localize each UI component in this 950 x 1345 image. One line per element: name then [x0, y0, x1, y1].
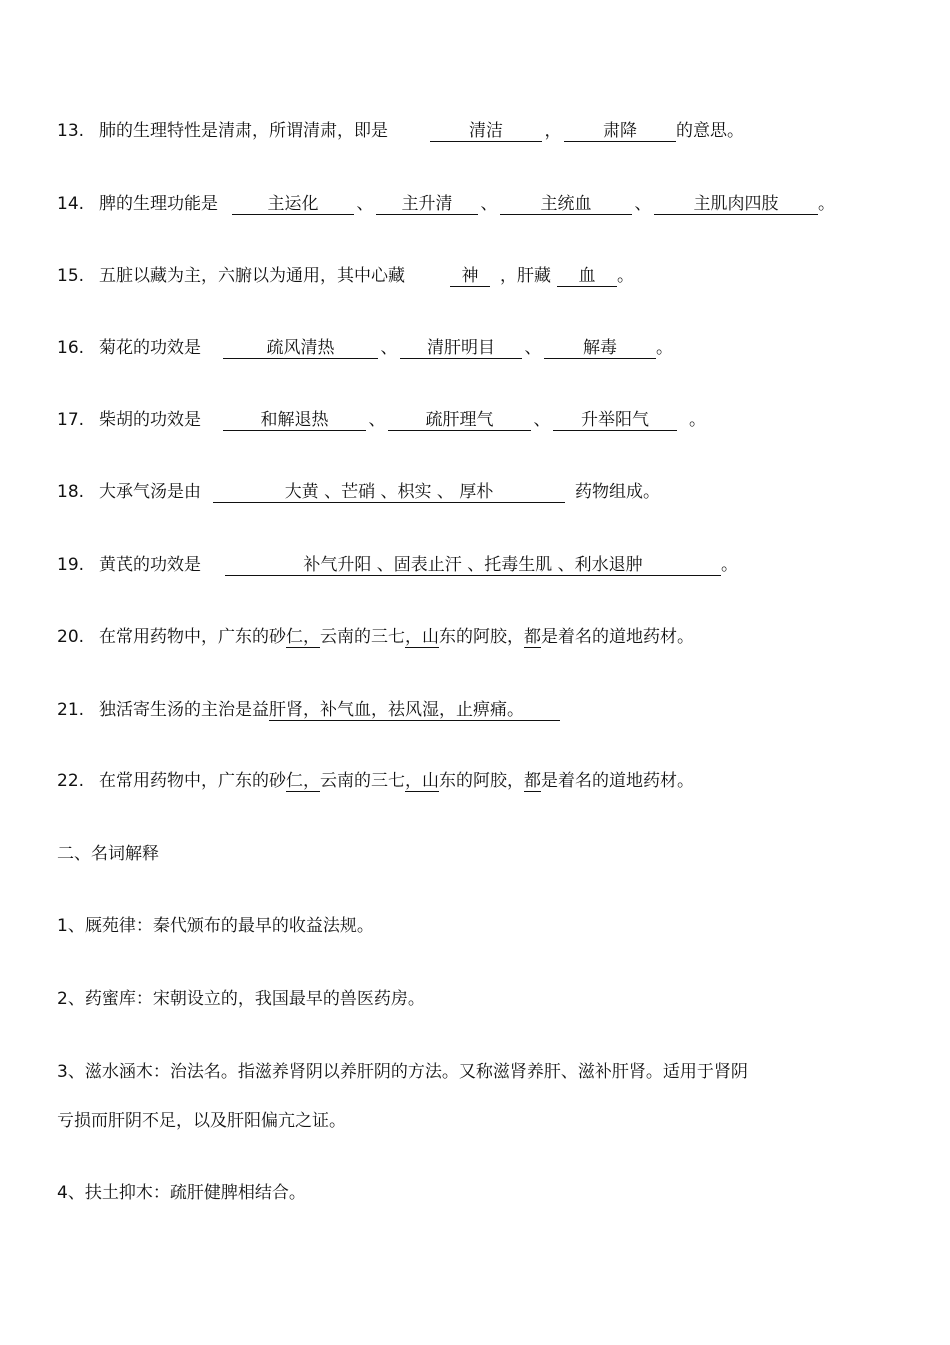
- answer-blank: 主升清: [376, 194, 478, 215]
- answer-blank: 清洁: [430, 121, 542, 142]
- question-text: 肺的生理特性是清肃，所谓清肃，即是: [99, 121, 388, 141]
- answer-blank: 升举阳气: [553, 410, 677, 431]
- question-number: 17.: [57, 410, 85, 430]
- underlined-text: 都: [524, 771, 541, 791]
- question-18: [57, 480, 660, 504]
- question-text: 是着名的道地药材。: [541, 771, 694, 791]
- separator: 、: [480, 194, 498, 214]
- definition-item-continuation: 亏损而肝阴不足，以及肝阳偏亢之证。: [57, 1111, 346, 1131]
- question-text: 菊花的功效是: [99, 338, 201, 358]
- question-number: 20.: [57, 627, 85, 647]
- answer-blank: 大黄 、芒硝 、枳实 、 厚朴: [213, 482, 565, 503]
- question-text: 五脏以藏为主，六腑以为通用，其中心藏: [99, 266, 405, 286]
- answer-blank: 补气升阳 、固表止汗 、托毒生肌 、利水退肿: [225, 555, 721, 576]
- underlined-text: ，山: [405, 627, 439, 647]
- question-tail: 。: [721, 555, 738, 575]
- underlined-text: 仁，: [286, 771, 320, 791]
- answer-blank: 血: [557, 266, 617, 287]
- answer-blank: 疏风清热: [223, 338, 378, 359]
- question-text: 在常用药物中，广东的砂: [99, 771, 286, 791]
- underlined-text: 都: [524, 627, 541, 647]
- separator: 、: [356, 194, 374, 214]
- underlined-text: 仁，: [286, 627, 320, 647]
- separator: 、: [524, 338, 542, 358]
- answer-blank: 主统血: [500, 194, 632, 215]
- definition-item: 4、扶土抑木：疏肝健脾相结合。: [57, 1183, 306, 1203]
- question-middle: ，肝藏: [500, 266, 551, 286]
- answer-blank: 清肝明目: [400, 338, 522, 359]
- question-21: [57, 698, 560, 722]
- answer-blank: 肃降: [564, 121, 676, 142]
- question-text: 柴胡的功效是: [99, 410, 201, 430]
- question-number: 13.: [57, 121, 85, 141]
- question-text: 黄芪的功效是: [99, 555, 201, 575]
- question-tail: 。: [689, 410, 706, 430]
- question-tail: 。: [656, 338, 673, 358]
- question-text: 大承气汤是由: [99, 482, 201, 502]
- question-number: 14.: [57, 194, 85, 214]
- separator: 、: [368, 410, 386, 430]
- separator: 、: [634, 194, 652, 214]
- question-tail: 药物组成。: [575, 482, 660, 502]
- question-number: 16.: [57, 338, 85, 358]
- separator: 、: [380, 338, 398, 358]
- question-tail: 。: [617, 266, 634, 286]
- question-number: 21.: [57, 700, 85, 720]
- question-20: [57, 625, 694, 649]
- section-title: 二、名词解释: [57, 844, 159, 864]
- answer-blank: 疏肝理气: [388, 410, 531, 431]
- question-text: 云南的三七: [320, 771, 405, 791]
- question-text: 独活寄生汤的主治是益: [99, 700, 269, 720]
- question-number: 18.: [57, 482, 85, 502]
- question-number: 19.: [57, 555, 85, 575]
- question-19: [57, 553, 738, 577]
- question-text: 在常用药物中，广东的砂: [99, 627, 286, 647]
- answer-blank: 主运化: [232, 194, 354, 215]
- question-text: 是着名的道地药材。: [541, 627, 694, 647]
- question-number: 22.: [57, 771, 85, 791]
- definition-item: 1、厩苑律：秦代颁布的最早的收益法规。: [57, 916, 374, 936]
- question-tail: 。: [818, 194, 835, 214]
- answer-blank: 主肌肉四肢: [654, 194, 818, 215]
- question-text: 脾的生理功能是: [99, 194, 218, 214]
- separator: ，: [544, 121, 562, 141]
- question-13: [57, 119, 744, 143]
- answer-blank: 神: [450, 266, 490, 287]
- question-14: [57, 192, 835, 216]
- question-15: [57, 264, 634, 288]
- definition-item: 3、滋水涵木：治法名。指滋养肾阴以养肝阴的方法。又称滋肾养肝、滋补肝肾。适用于肾阴: [57, 1062, 748, 1082]
- answer-blank: 解毒: [544, 338, 656, 359]
- underlined-text: 肝肾，补气血，祛风湿，止痹痛。: [269, 700, 560, 721]
- definition-item: 2、药蜜库：宋朝设立的，我国最早的兽医药房。: [57, 989, 425, 1009]
- separator: 、: [533, 410, 551, 430]
- question-tail: 的意思。: [676, 121, 744, 141]
- question-text: 东的阿胶，: [439, 771, 524, 791]
- question-text: 东的阿胶，: [439, 627, 524, 647]
- answer-blank: 和解退热: [223, 410, 366, 431]
- question-22: [57, 769, 694, 793]
- question-16: [57, 336, 673, 360]
- question-text: 云南的三七: [320, 627, 405, 647]
- underlined-text: ，山: [405, 771, 439, 791]
- question-number: 15.: [57, 266, 85, 286]
- question-17: [57, 408, 706, 432]
